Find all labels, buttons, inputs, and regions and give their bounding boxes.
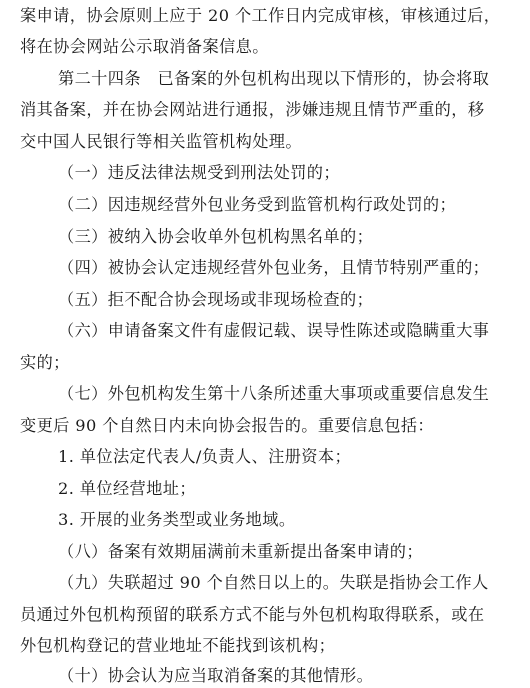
- article-24-heading-line: 第二十四条 已备案的外包机构出现以下情形的，协会将取: [58, 69, 490, 88]
- text-line: 消其备案，并在协会网站进行通报，涉嫌违规且情节严重的，移: [20, 100, 485, 119]
- list-item: （八）备案有效期届满前未重新提出备案申请的；: [58, 542, 423, 561]
- list-item: （四）被协会认定违规经营外包业务，且情节特别严重的；: [58, 258, 490, 277]
- text-line: 员通过外包机构预留的联系方式不能与外包机构取得联系，或在: [20, 605, 485, 624]
- list-item: （三）被纳入协会收单外包机构黑名单的；: [58, 227, 374, 246]
- list-item: （五）拒不配合协会现场或非现场检查的；: [58, 290, 374, 309]
- text-line: 交中国人民银行等相关监管机构处理。: [20, 132, 302, 151]
- text-line: 将在协会网站公示取消备案信息。: [20, 37, 269, 56]
- text-line: 变更后 90 个自然日内未向协会报告的。重要信息包括：: [20, 416, 434, 435]
- list-item: （一）违反法律法规受到刑法处罚的；: [58, 163, 340, 182]
- text-line: 外包机构登记的营业地址不能找到该机构；: [20, 636, 336, 655]
- sub-list-item: 1. 单位法定代表人/负责人、注册资本；: [58, 447, 352, 466]
- list-item: （九）失联超过 90 个自然日以上的。失联是指协会工作人: [58, 573, 489, 592]
- text-line: 案申请，协会原则上应于 20 个工作日内完成审核，审核通过后，: [20, 6, 501, 25]
- text-line: 实的；: [20, 353, 70, 372]
- list-item: （六）申请备案文件有虚假记载、误导性陈述或隐瞒重大事: [58, 321, 490, 340]
- list-item: （二）因违规经营外包业务受到监管机构行政处罚的；: [58, 195, 457, 214]
- sub-list-item: 2. 单位经营地址；: [58, 479, 196, 498]
- sub-list-item: 3. 开展的业务类型或业务地域。: [58, 510, 296, 529]
- list-item: （七）外包机构发生第十八条所述重大事项或重要信息发生: [58, 384, 490, 403]
- list-item: （十）协会认为应当取消备案的其他情形。: [58, 666, 374, 685]
